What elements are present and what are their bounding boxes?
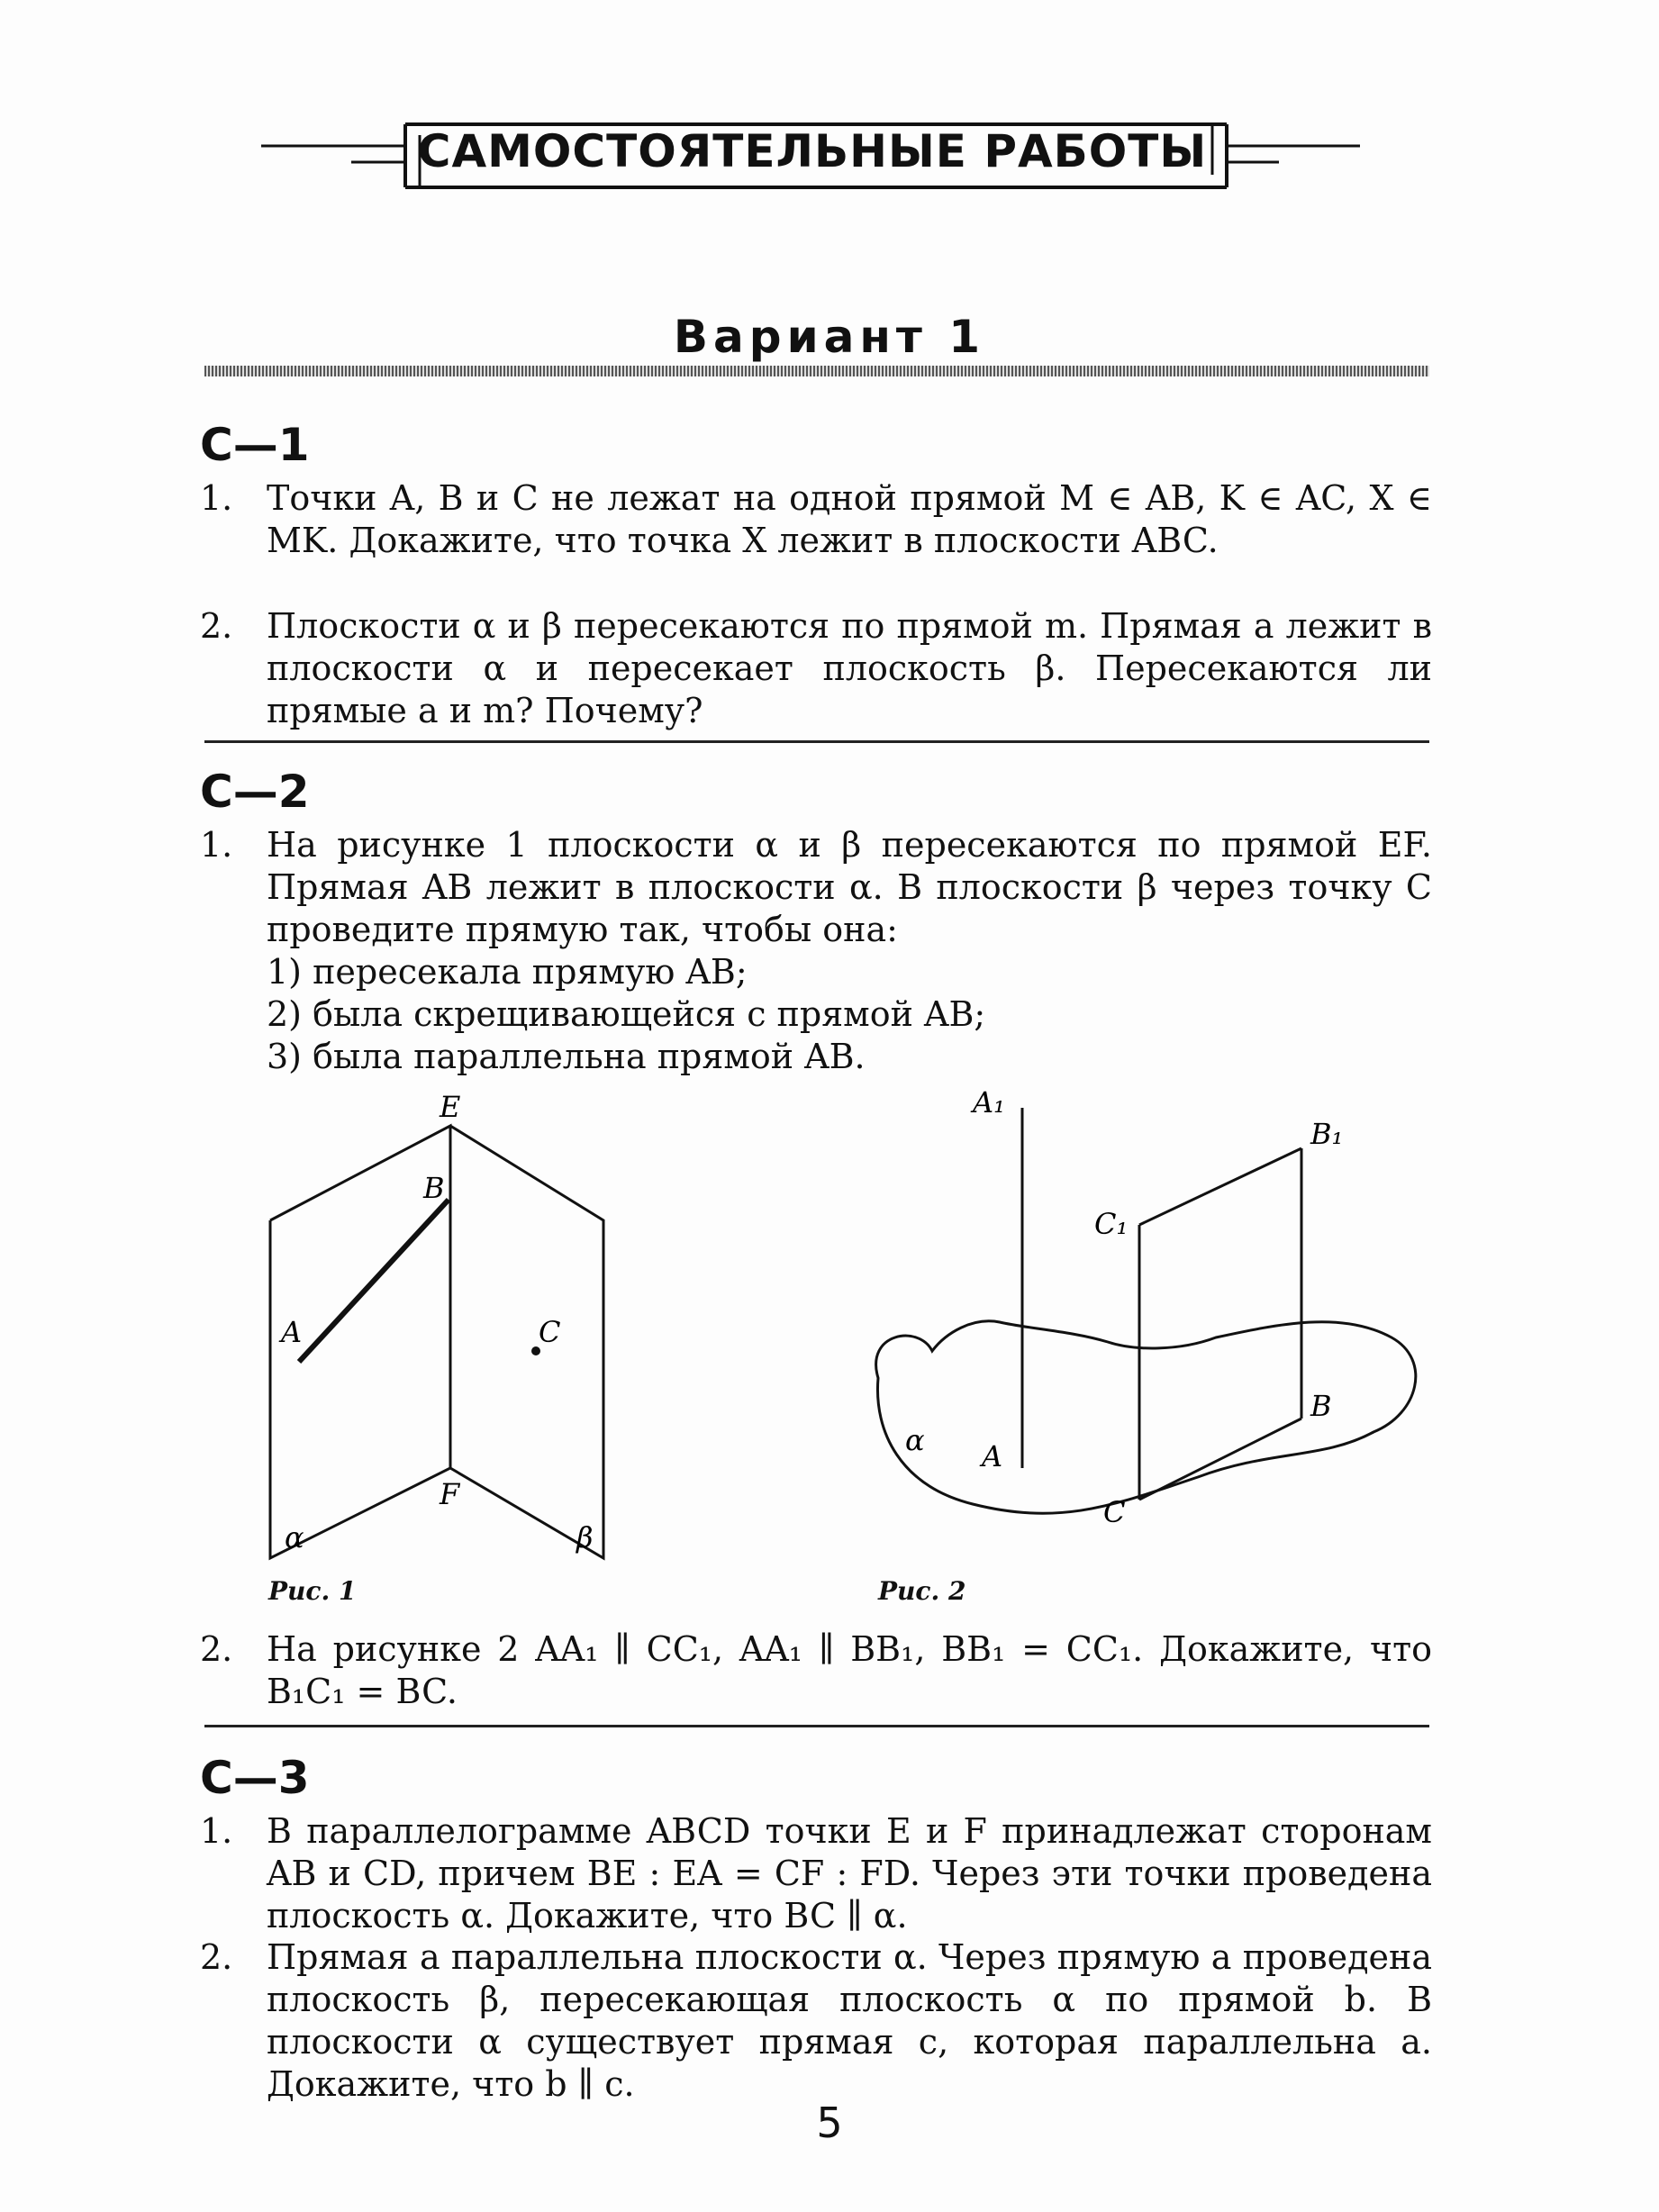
section-code: С—3: [200, 1752, 310, 1804]
label-b: B: [1310, 1389, 1332, 1423]
label-b1: B₁: [1310, 1117, 1344, 1151]
label-alpha: α: [285, 1520, 304, 1555]
problem-number: 1.: [200, 1811, 233, 1851]
problem-number: 1.: [200, 825, 233, 865]
label-a: A: [281, 1315, 303, 1349]
label-a1: A₁: [973, 1085, 1005, 1120]
figure-1: [252, 1081, 630, 1567]
problem: [200, 605, 1432, 732]
page-title: САМОСТОЯТЕЛЬНЫЕ РАБОТЫ: [417, 125, 1208, 177]
problem-number: 2.: [200, 606, 233, 646]
problem-text: На рисунке 2 AA₁ ∥ CC₁, AA₁ ∥ BB₁, BB₁ = CC₁. Докажите, что B₁C₁ = BC.: [267, 1629, 1432, 1711]
label-beta: β: [576, 1520, 594, 1555]
segment-ab: [299, 1200, 449, 1362]
section-code: С—2: [200, 766, 310, 818]
label-alpha: α: [905, 1423, 925, 1457]
problem-text: Плоскости α и β пересекаются по прямой m. Прямая a лежит в плоскости α и пересекает плоскость β. Пересекаются ли прямые a и m? Почему?: [267, 606, 1432, 730]
problem: [200, 1628, 1432, 1713]
label-e: E: [440, 1090, 461, 1124]
page-number: 5: [816, 2099, 843, 2147]
sub-item: 1) пересекала прямую AB;: [267, 952, 748, 992]
variant-heading: Вариант 1: [673, 311, 986, 363]
line-cb: [1139, 1419, 1301, 1500]
problem-number: 2.: [200, 1937, 233, 1977]
problem-number: 1.: [200, 478, 233, 518]
label-c: C: [539, 1315, 561, 1349]
label-c: C: [1103, 1495, 1126, 1529]
sub-item: 3) была параллельна прямой AB.: [267, 1037, 866, 1076]
label-a: A: [982, 1439, 1003, 1473]
plane-beta: [450, 1126, 603, 1558]
problem-text: Точки A, B и C не лежат на одной прямой M ∈ AB, K ∈ AC, X ∈ MK. Докажите, что точка X лежит в плоскости ABC.: [267, 478, 1432, 560]
problem-text: Прямая a параллельна плоскости α. Через прямую a проведена плоскость β, пересекающая плоскость α по прямой b. В плоскости α существует прямая c, которая параллельна a. Докажите, что b ∥ c.: [267, 1937, 1432, 2104]
problem-text: На рисунке 1 плоскости α и β пересекаются по прямой EF. Прямая AB лежит в плоскости α. В плоскости β через точку C проведите прямую так, чтобы она:: [267, 825, 1432, 949]
problem-number: 2.: [200, 1629, 233, 1669]
label-c1: C₁: [1094, 1207, 1129, 1241]
figure-2: [847, 1081, 1441, 1549]
problem: [200, 1936, 1432, 2106]
problem-text: В параллелограмме ABCD точки E и F принадлежат сторонам AB и CD, причем BE : EA = CF : FD. Через эти точки проведена плоскость α. Докажите, что BC ∥ α.: [267, 1811, 1432, 1936]
label-b: B: [423, 1171, 445, 1205]
label-f: F: [440, 1477, 460, 1511]
line-c1b1: [1139, 1148, 1301, 1225]
figure-1-caption: Рис. 1: [268, 1576, 357, 1606]
sub-item: 2) была скрещивающейся с прямой AB;: [267, 994, 986, 1034]
section-code: С—1: [200, 419, 310, 471]
problem: [200, 824, 1432, 1078]
sub-items: [267, 951, 1432, 1078]
figure-2-caption: Рис. 2: [878, 1576, 966, 1606]
hatched-divider: [204, 366, 1429, 376]
section-divider: [204, 740, 1429, 743]
problem: [200, 477, 1432, 562]
problem: [200, 1810, 1432, 1937]
plane-alpha-blob: [876, 1321, 1416, 1513]
section-divider: [204, 1725, 1429, 1727]
